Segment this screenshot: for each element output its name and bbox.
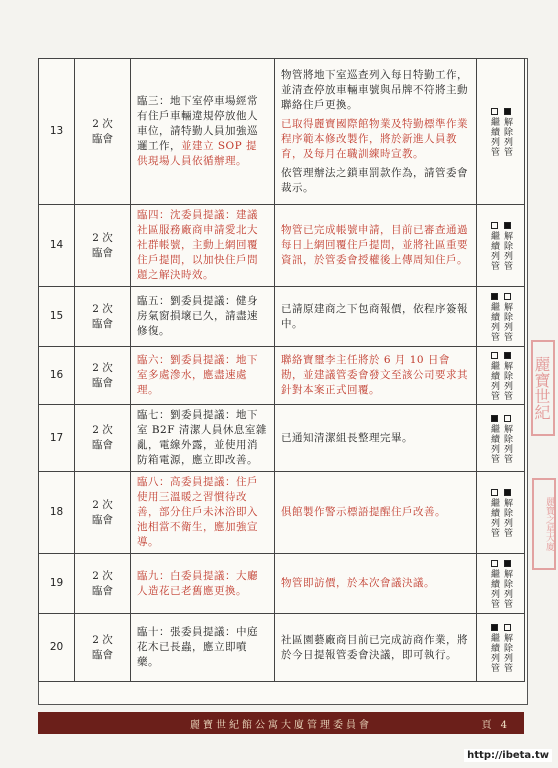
- release-tracking-option[interactable]: [502, 560, 512, 609]
- proposal-text: 臨三：地下室停車場經常有住戶車輛違規停放他人車位，請特勤人員加強巡邏工作，: [137, 95, 258, 152]
- continue-tracking-option[interactable]: [489, 222, 499, 271]
- session-label: 臨會: [92, 317, 113, 330]
- release-tracking-option[interactable]: [502, 293, 512, 342]
- status-cell: [477, 205, 525, 287]
- response-cell: [275, 59, 477, 205]
- table-row: [39, 205, 525, 287]
- session-label: 2 次: [92, 498, 113, 511]
- red-seal-stamp-small: [532, 478, 556, 570]
- release-tracking-option[interactable]: [502, 489, 512, 538]
- session-label: 2 次: [92, 633, 113, 646]
- session-label: 臨會: [92, 513, 113, 526]
- status-option-label: 繼續列管: [489, 423, 499, 464]
- watermark-url: http://ibeta.tw: [464, 749, 552, 762]
- proposal-text: 臨四：沈委員提議：建議社區服務廠商申請愛北大社群帳號，主動上網回覆住戶提問，以加快住戶問題之解決時效。: [137, 209, 258, 281]
- response-cell: [275, 554, 477, 614]
- session-label: 臨會: [92, 376, 113, 389]
- proposal-text: 並建立 SOP 提供現場人員依循辦理。: [137, 140, 258, 167]
- status-option-label: 解除列管: [502, 361, 512, 401]
- item-number: 16: [39, 347, 75, 405]
- response-text: 物管將地下室巡查列入每日特勤工作，並清查停放車輛車號與吊牌不符將主動聯絡住戶更換。: [281, 68, 468, 111]
- table-row: [39, 405, 525, 472]
- session-cell: [75, 614, 131, 682]
- continue-tracking-option[interactable]: [489, 352, 499, 401]
- response-text: 物管即訪價，於本次會議決議。: [281, 577, 435, 589]
- checkbox-icon[interactable]: [504, 222, 511, 229]
- session-label: 臨會: [92, 246, 113, 259]
- status-option-label: 繼續列管: [489, 117, 499, 157]
- checkbox-icon[interactable]: [504, 489, 511, 496]
- status-cell: [477, 347, 525, 405]
- checkbox-icon[interactable]: [491, 560, 498, 567]
- status-option-label: 繼續列管: [489, 231, 499, 271]
- proposal-cell: [131, 205, 275, 287]
- checkbox-icon[interactable]: [491, 352, 498, 359]
- session-label: 2 次: [92, 302, 113, 315]
- response-cell: [275, 347, 477, 405]
- response-text: 物管已完成帳號申請，目前已審查通過每日上網回覆住戶提問，並將社區重要資訊，於管委會授權後上傳周知住戶。: [281, 224, 468, 266]
- session-label: 臨會: [92, 132, 113, 145]
- status-cell: [477, 472, 525, 554]
- release-tracking-option[interactable]: [502, 624, 512, 673]
- item-number: 14: [39, 205, 75, 287]
- item-number: 13: [39, 59, 75, 205]
- continue-tracking-option[interactable]: [489, 108, 499, 157]
- status-cell: [477, 405, 525, 472]
- status-cell: [477, 59, 525, 205]
- proposal-text: 臨九：白委員提議：大廳人造花已老舊應更換。: [137, 569, 258, 597]
- release-tracking-option[interactable]: [502, 222, 512, 271]
- status-option-label: 解除列管: [502, 498, 512, 538]
- session-cell: [75, 554, 131, 614]
- checkbox-icon[interactable]: [504, 108, 511, 115]
- status-cell: [477, 287, 525, 347]
- status-option-label: 解除列管: [502, 569, 512, 609]
- status-option-label: 解除列管: [502, 231, 512, 271]
- status-option-label: 繼續列管: [489, 569, 499, 609]
- release-tracking-option[interactable]: [502, 415, 512, 464]
- session-label: 臨會: [92, 584, 113, 597]
- table-row: [39, 554, 525, 614]
- item-number: 15: [39, 287, 75, 347]
- session-label: 2 次: [92, 231, 113, 244]
- session-label: 2 次: [92, 569, 113, 582]
- proposal-cell: [131, 405, 275, 472]
- item-number: 17: [39, 405, 75, 472]
- checkbox-icon[interactable]: [504, 624, 511, 631]
- session-cell: [75, 205, 131, 287]
- session-label: 2 次: [92, 117, 113, 130]
- checkbox-icon[interactable]: [491, 222, 498, 229]
- checkbox-icon[interactable]: [504, 352, 511, 359]
- proposal-cell: [131, 59, 275, 205]
- proposal-text: 臨五：劉委員提議：健身房氣窗損壞已久，請盡速修復。: [137, 295, 258, 337]
- session-label: 臨會: [92, 439, 113, 451]
- page-footer: [38, 712, 524, 734]
- checkbox-icon[interactable]: [504, 560, 511, 567]
- status-cell: [477, 614, 525, 682]
- response-text: 已取得麗寶國際館物業及特勤標準作業程序範本修改製作，將於新進人員教育，及每月在職訓練時宣教。: [281, 117, 468, 160]
- status-option-label: 繼續列管: [489, 498, 499, 538]
- response-text: 已通知清潔組長整理完畢。: [281, 431, 413, 444]
- proposal-cell: [131, 554, 275, 614]
- release-tracking-option[interactable]: [502, 352, 512, 401]
- session-label: 2 次: [92, 424, 113, 436]
- continue-tracking-option[interactable]: [489, 293, 499, 342]
- status-option-label: 解除列管: [502, 302, 512, 342]
- item-number: 20: [39, 614, 75, 682]
- page-number: 頁 4: [481, 719, 510, 731]
- item-number: 18: [39, 472, 75, 554]
- response-cell: [275, 287, 477, 347]
- table-row: [39, 347, 525, 405]
- proposal-cell: [131, 472, 275, 554]
- status-option-label: 繼續列管: [489, 633, 499, 673]
- checkbox-icon[interactable]: [504, 415, 511, 422]
- table-row: [39, 472, 525, 554]
- stamp-text-small: 麗寶之星大廈: [544, 497, 554, 551]
- red-seal-stamp: [531, 340, 555, 436]
- checkbox-icon[interactable]: [491, 489, 498, 496]
- proposal-text: 臨八：高委員提議：住戶使用三溫暖之習慣待改善，部分住戶未沐浴即入池相當不衛生，應加強宣導。: [137, 476, 258, 548]
- status-option-label: 解除列管: [502, 633, 512, 673]
- footer-title: 麗寶世紀館公寓大廈管理委員會: [190, 719, 372, 731]
- release-tracking-option[interactable]: [502, 108, 512, 157]
- checkbox-icon[interactable]: [491, 624, 498, 631]
- session-cell: [75, 347, 131, 405]
- response-text: 已請原建商之下包商報價，依程序簽報中。: [281, 302, 468, 330]
- item-number: 19: [39, 554, 75, 614]
- session-cell: [75, 472, 131, 554]
- response-cell: [275, 614, 477, 682]
- proposal-cell: [131, 287, 275, 347]
- session-label: 2 次: [92, 361, 113, 374]
- status-option-label: 解除列管: [502, 423, 512, 464]
- response-text: 聯絡寶璽李主任將於 6 月 10 日會勘，並建議管委會發文至該公司要求其針對本案正式回覆。: [281, 354, 468, 396]
- proposal-text: 臨六：劉委員提議：地下室多處滲水，應盡速處理。: [137, 354, 258, 396]
- status-option-label: 繼續列管: [489, 302, 499, 342]
- continue-tracking-option[interactable]: [489, 624, 499, 673]
- status-option-label: 繼續列管: [489, 361, 499, 401]
- response-text: 俱館製作警示標語提醒住戶改善。: [281, 506, 446, 518]
- table-row: [39, 59, 525, 205]
- checkbox-icon[interactable]: [491, 415, 498, 422]
- continue-tracking-option[interactable]: [489, 415, 499, 464]
- continue-tracking-option[interactable]: [489, 489, 499, 538]
- session-cell: [75, 405, 131, 472]
- status-option-label: 解除列管: [502, 117, 512, 157]
- session-cell: [75, 59, 131, 205]
- stamp-text: 麗寶世紀: [532, 356, 551, 420]
- response-text: 依管理辦法之鎖車罰款作為，請管委會裁示。: [281, 166, 468, 194]
- proposal-cell: [131, 614, 275, 682]
- checkbox-icon[interactable]: [491, 108, 498, 115]
- response-cell: [275, 205, 477, 287]
- response-cell: [275, 472, 477, 554]
- proposal-text: 臨十：張委員提議：中庭花木已長蟲，應立即噴藥。: [137, 626, 258, 668]
- continue-tracking-option[interactable]: [489, 560, 499, 609]
- checkbox-icon[interactable]: [504, 293, 511, 300]
- response-cell: [275, 405, 477, 472]
- table-row: [39, 614, 525, 682]
- proposal-text: 臨七：劉委員提議：地下室 B2F 清潔人員休息室雜亂，電線外露，並使用消防箱電源，應立即改善。: [137, 409, 267, 466]
- session-cell: [75, 287, 131, 347]
- proposal-cell: [131, 347, 275, 405]
- checkbox-icon[interactable]: [491, 293, 498, 300]
- table-row: [39, 287, 525, 347]
- status-cell: [477, 554, 525, 614]
- session-label: 臨會: [92, 648, 113, 661]
- minutes-table: [38, 58, 525, 682]
- response-text: 社區園藝廠商目前已完成訪商作業，將於今日提報管委會決議，即可執行。: [281, 633, 468, 661]
